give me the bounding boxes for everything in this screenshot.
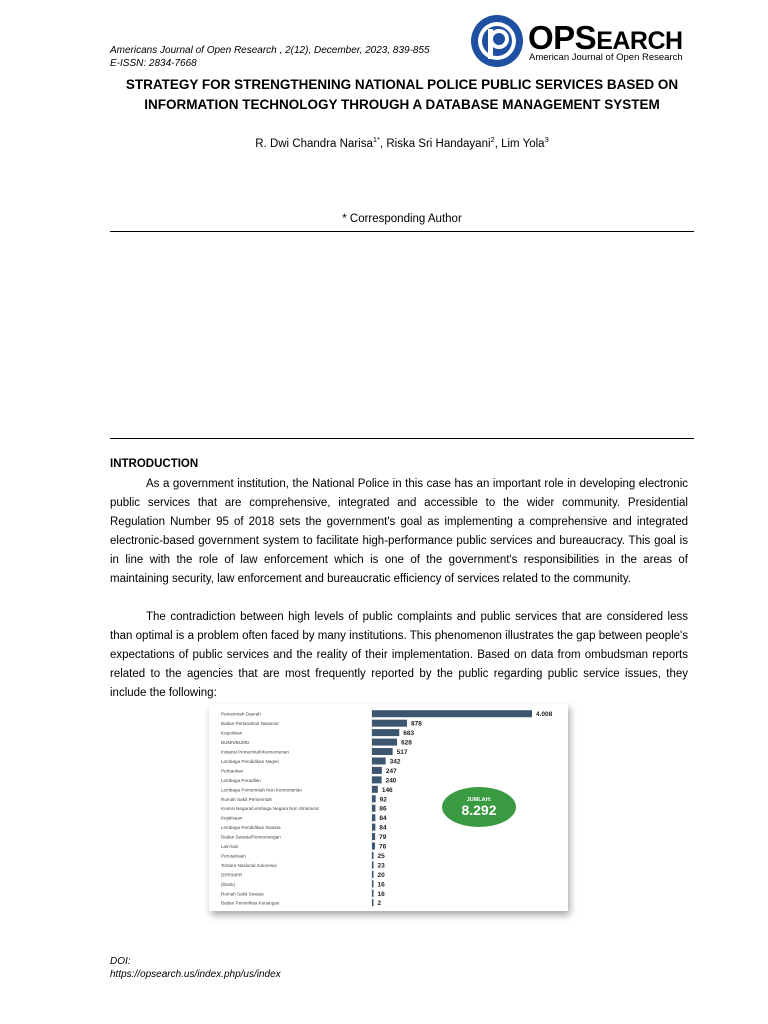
author-affiliation: 3 <box>544 135 549 144</box>
chart-bar <box>372 899 374 906</box>
chart-value-label: 4.008 <box>536 711 553 719</box>
complaints-bar-chart <box>209 704 568 911</box>
chart-bar <box>372 729 399 736</box>
chart-category-label: Badan Swasta/Perseorangan <box>221 834 281 840</box>
chart-category-label: Komisi Negara/Lembaga Negara Non Struktural <box>221 806 319 812</box>
author-name: Riska Sri Handayani <box>386 137 491 150</box>
author-affiliation: 1* <box>372 135 380 144</box>
intro-paragraph-2: The contradiction between high levels of public complaints and public services that are considered less than optimal is a problem often faced by many institutions. This phenomenon illustrates the gap between people's expectations of public services and the reality of their implementation. Based on data from ombudsman reports related to the agencies that are most frequently reported by the public regarding public service issues, they include the following: <box>110 611 688 699</box>
chart-category-label: Perbankan <box>221 768 244 774</box>
chart-bar <box>372 739 397 746</box>
chart-value-label: 628 <box>401 739 412 747</box>
chart-value-label: 16 <box>377 890 385 898</box>
chart-value-label: 92 <box>379 796 387 804</box>
chart-bar <box>372 776 382 783</box>
chart-value-label: 2 <box>377 900 382 908</box>
chart-bar <box>372 852 374 859</box>
chart-category-label: Lembaga Pendidikan Swasta <box>221 825 281 831</box>
chart-category-label: Rumah Sakit Swasta <box>221 891 264 897</box>
chart-bar <box>372 710 532 717</box>
chart-value-label: 16 <box>377 881 385 889</box>
chart-bar <box>372 880 374 887</box>
article-title: STRATEGY FOR STRENGTHENING NATIONAL POLICE PUBLIC SERVICES BASED ON INFORMATION TECHNOLOGY THROUGH A DATABASE MANAGEMENT SYSTEM <box>125 77 679 112</box>
chart-category-label: Badan Pemeriksa Keuangan <box>221 900 280 906</box>
chart-category-label: Lembaga Pendidikan Negeri <box>221 758 279 764</box>
chart-category-label: Rumah Sakit Pemerintah <box>221 796 273 802</box>
chart-bar <box>372 843 375 850</box>
chart-value-label: 23 <box>377 862 385 870</box>
section-heading: INTRODUCTION <box>110 458 199 470</box>
opsearch-logo-icon <box>470 14 526 68</box>
chart-category-label: Kepolisian <box>221 730 243 736</box>
chart-bar <box>372 748 393 755</box>
bar-chart-svg <box>209 704 568 911</box>
corresponding-author-note: * Corresponding Author <box>342 213 462 225</box>
chart-value-label: 84 <box>379 815 387 823</box>
chart-bar <box>372 767 382 774</box>
chart-category-label: Lembaga Peradilan <box>221 777 261 783</box>
author-name: Lim Yola <box>501 137 545 150</box>
chart-bar <box>372 795 376 802</box>
chart-value-label: 76 <box>379 843 387 851</box>
chart-category-label: (blank) <box>221 881 236 887</box>
chart-category-label: Pemerintah Daerah <box>221 711 261 717</box>
chart-value-label: 146 <box>381 786 393 794</box>
chart-bar <box>372 890 374 897</box>
chart-value-label: 84 <box>379 824 387 832</box>
chart-bar <box>372 833 375 840</box>
author-affiliation: 2 <box>490 135 495 144</box>
chart-value-label: 86 <box>379 805 387 813</box>
doi-label: DOI: <box>110 956 131 967</box>
chart-category-label: Lain-lain <box>221 844 239 850</box>
chart-total-label: JUMLAH: <box>466 797 492 803</box>
chart-category-label: Tentara Nasional Indonesia <box>221 862 277 868</box>
chart-value-label: 79 <box>379 834 387 842</box>
logo-wordmark: OPSEARCH <box>528 19 683 56</box>
journal-citation: Americans Journal of Open Research , 2(12), December, 2023, 839-855 <box>110 45 430 56</box>
chart-bar <box>372 786 378 793</box>
chart-category-label: Badan Pertanahan Nasional <box>221 721 279 727</box>
journal-issn: E-ISSN: 2834-7668 <box>110 58 197 69</box>
chart-bar <box>372 814 375 821</box>
divider <box>110 438 694 439</box>
divider <box>110 231 694 232</box>
chart-category-label: Perusahaan <box>221 853 246 859</box>
journal-info <box>110 44 430 70</box>
chart-value-label: 683 <box>403 730 415 738</box>
chart-value-label: 20 <box>377 871 385 879</box>
chart-bar <box>372 824 375 831</box>
chart-value-label: 342 <box>389 758 401 766</box>
opsearch-logo <box>470 14 695 68</box>
chart-category-label: BUMN/BUMD <box>221 740 250 746</box>
chart-value-label: 247 <box>385 767 397 775</box>
journal-url[interactable]: https://opsearch.us/index.php/us/index <box>110 969 281 980</box>
chart-category-label: DPR/MPR <box>221 872 243 878</box>
chart-bar <box>372 805 375 812</box>
chart-bar <box>372 871 374 878</box>
chart-value-label: 517 <box>396 749 408 757</box>
logo-subtitle: American Journal of Open Research <box>529 52 683 63</box>
chart-total-value: 8.292 <box>461 802 497 818</box>
chart-category-label: Kejaksaan <box>221 815 243 821</box>
chart-category-label: Instansi Pemerintah/Kementerian <box>221 749 289 755</box>
chart-value-label: 878 <box>411 720 422 728</box>
chart-bar <box>372 757 386 764</box>
author-list: R. Dwi Chandra Narisa$^{1*}$, Riska Sri Handayani$^2$, Lim Yola$^3$ <box>255 135 549 150</box>
chart-bar <box>372 861 374 868</box>
chart-value-label: 240 <box>385 777 397 785</box>
doi-block <box>110 955 281 981</box>
chart-category-label: Lembaga Pemerintah Non Kementerian <box>221 787 302 793</box>
chart-value-label: 25 <box>377 852 385 860</box>
author-name: R. Dwi Chandra Narisa <box>255 137 373 150</box>
intro-paragraph-1: As a government institution, the National Police in this case has an important role in developing electronic public services that are comprehensive, integrated and accessible to the wider community. Presidential Regulation Number 95 of 2018 sets the government's goal as implementing a comprehensive and integrated electronic-based government system to facilitate high-performance public services and bureaucracy. This goal is in line with the role of law enforcement which is one of the government's responsibilities in the areas of maintaining security, law enforcement and bureaucratic efficiency of services related to the community. <box>110 478 688 585</box>
chart-bar <box>372 720 407 727</box>
